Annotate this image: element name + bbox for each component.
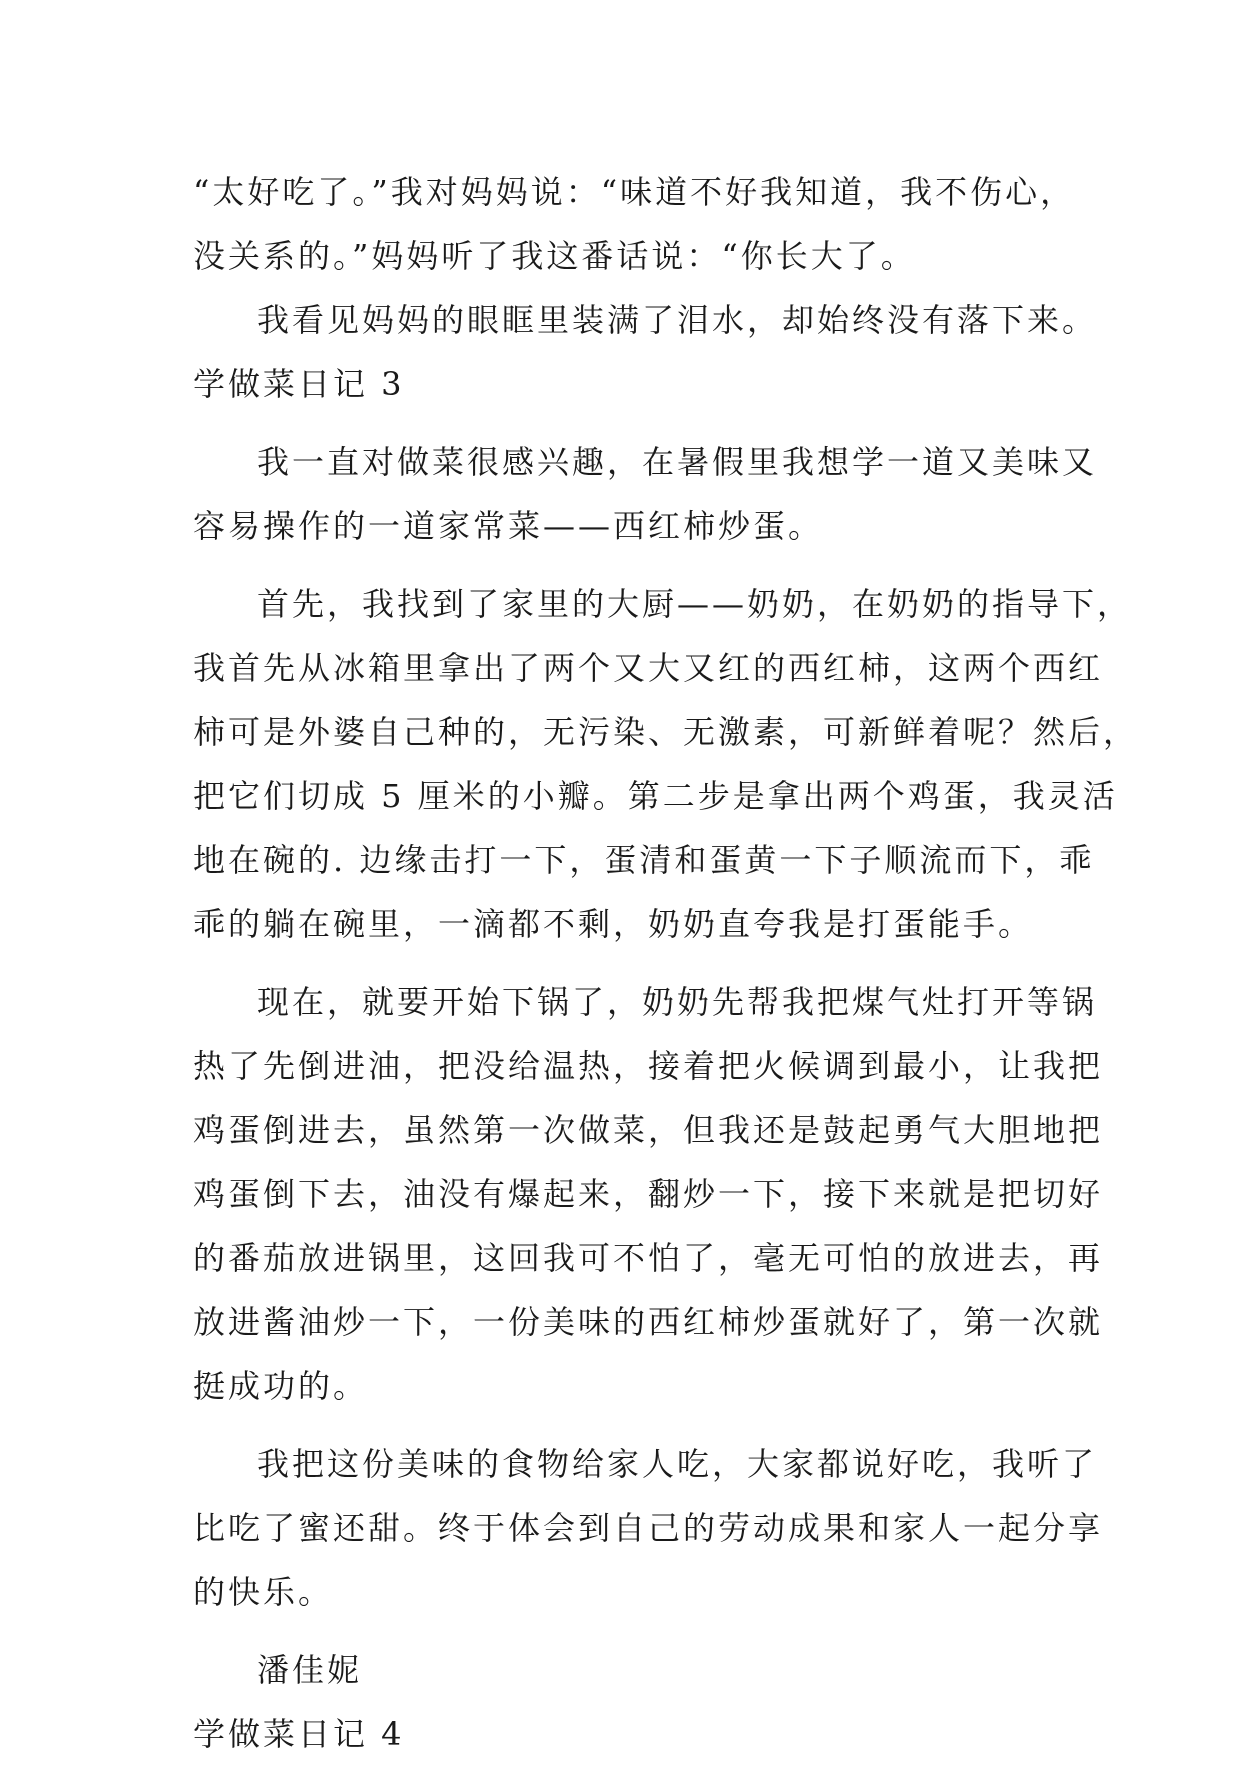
paragraph-line: 我首先从冰箱里拿出了两个又大又红的西红柿，这两个西红 — [193, 649, 1104, 687]
section-heading: 学做菜日记 4 — [193, 1715, 405, 1753]
paragraph-line: “太好吃了。”我对妈妈说：“味道不好我知道，我不伤心， — [193, 173, 1076, 211]
paragraph-line: 现在，就要开始下锅了，奶奶先帮我把煤气灶打开等锅 — [257, 983, 1098, 1021]
paragraph-line: 比吃了蜜还甜。终于体会到自己的劳动成果和家人一起分享 — [193, 1509, 1104, 1547]
paragraph-line: 热了先倒进油，把没给温热，接着把火候调到最小，让我把 — [193, 1047, 1104, 1085]
paragraph-line: 挺成功的。 — [193, 1367, 369, 1405]
paragraph-line: 鸡蛋倒进去，虽然第一次做菜，但我还是鼓起勇气大胆地把 — [193, 1111, 1104, 1149]
paragraph-line: 放进酱油炒一下，一份美味的西红柿炒蛋就好了，第一次就 — [193, 1303, 1104, 1341]
paragraph-line: 的番茄放进锅里，这回我可不怕了，毫无可怕的放进去，再 — [193, 1239, 1104, 1277]
paragraph-line: 我看见妈妈的眼眶里装满了泪水，却始终没有落下来。 — [257, 301, 1098, 339]
paragraph-line: 柿可是外婆自己种的，无污染、无激素，可新鲜着呢？然后， — [193, 713, 1139, 751]
paragraph-line: 我一直对做菜很感兴趣，在暑假里我想学一道又美味又 — [257, 443, 1098, 481]
paragraph-line: 没关系的。”妈妈听了我这番话说：“你长大了。 — [193, 237, 916, 275]
paragraph-line: 的快乐。 — [193, 1573, 334, 1611]
document-page — [193, 160, 1139, 1766]
paragraph-line: 乖的躺在碗里，一滴都不剩，奶奶直夸我是打蛋能手。 — [193, 905, 1034, 943]
paragraph-line: 首先，我找到了家里的大厨——奶奶，在奶奶的指导下， — [257, 585, 1133, 623]
paragraph-line: 容易操作的一道家常菜——西红柿炒蛋。 — [193, 507, 824, 545]
paragraph-line: 鸡蛋倒下去，油没有爆起来，翻炒一下，接下来就是把切好 — [193, 1175, 1104, 1213]
paragraph-line: 我把这份美味的食物给家人吃，大家都说好吃，我听了 — [257, 1445, 1098, 1483]
paragraph-line: 地在碗的. 边缘击打一下，蛋清和蛋黄一下子顺流而下，乖 — [193, 841, 1095, 879]
author-name: 潘佳妮 — [257, 1651, 363, 1689]
paragraph-line: 把它们切成 5 厘米的小瓣。第二步是拿出两个鸡蛋，我灵活 — [193, 777, 1118, 815]
section-heading: 学做菜日记 3 — [193, 365, 405, 403]
